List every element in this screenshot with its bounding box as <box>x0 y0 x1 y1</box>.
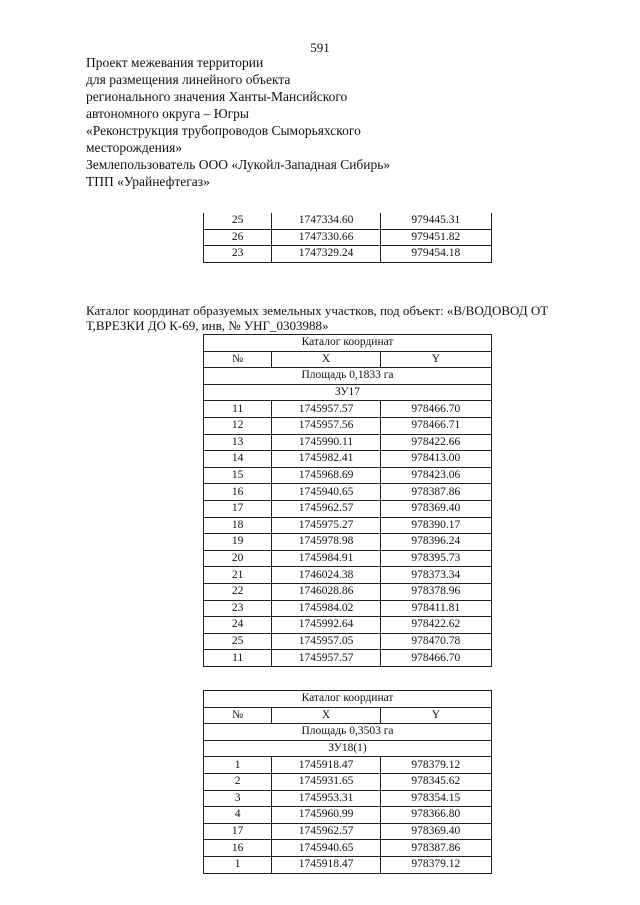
y-coordinate-cell: 978369.40 <box>380 500 491 517</box>
table-row <box>204 434 492 451</box>
x-coordinate-cell: 1745992.64 <box>272 617 380 634</box>
table-row <box>204 517 492 534</box>
table-row <box>204 467 492 484</box>
point-number-cell: 17 <box>204 823 272 840</box>
x-coordinate-cell: 1745957.56 <box>272 417 380 434</box>
point-number-cell: 12 <box>204 417 272 434</box>
y-coordinate-cell: 978395.73 <box>380 550 491 567</box>
table-row <box>204 650 492 667</box>
header-line: «Реконструкция трубопроводов Сыморьяхского <box>86 123 361 138</box>
table-row <box>204 600 492 617</box>
x-coordinate-cell: 1747329.24 <box>272 246 380 263</box>
x-coordinate-cell: 1745957.57 <box>272 650 380 667</box>
x-coordinate-cell: 1745960.99 <box>272 807 380 824</box>
table-title: Каталог координат <box>204 691 492 708</box>
y-coordinate-cell: 979454.18 <box>380 246 491 263</box>
y-coordinate-cell: 979445.31 <box>380 213 491 229</box>
y-coordinate-cell: 978345.62 <box>380 773 491 790</box>
plot-name-row: ЗУ18(1) <box>204 740 492 757</box>
page-number: 591 <box>310 40 330 55</box>
table-row <box>204 840 492 857</box>
point-number-cell: 19 <box>204 534 272 551</box>
header-line: ТПП «Урайнефтегаз» <box>86 174 210 189</box>
y-coordinate-cell: 978466.70 <box>380 401 491 418</box>
document-header <box>86 54 390 190</box>
header-line: автономного округа – Югры <box>86 106 249 121</box>
y-coordinate-cell: 978378.96 <box>380 583 491 600</box>
point-number-cell: 20 <box>204 550 272 567</box>
y-coordinate-cell: 979451.82 <box>380 229 491 246</box>
table-row <box>204 401 492 418</box>
y-coordinate-cell: 978423.06 <box>380 467 491 484</box>
x-coordinate-cell: 1745975.27 <box>272 517 380 534</box>
y-coordinate-cell: 978466.71 <box>380 417 491 434</box>
area-row: Площадь 0,3503 га <box>204 724 492 741</box>
point-number-cell: 25 <box>204 633 272 650</box>
x-coordinate-cell: 1747334.60 <box>272 213 380 229</box>
table-row <box>204 451 492 468</box>
table-row <box>204 417 492 434</box>
y-coordinate-cell: 978396.24 <box>380 534 491 551</box>
point-number-cell: 2 <box>204 773 272 790</box>
column-header-x: X <box>272 707 380 724</box>
y-coordinate-cell: 978422.62 <box>380 617 491 634</box>
catalog-caption: Каталог координат образуемых земельных участков, под объект: «В/ВОДОВОД ОТ Т,ВРЕЗКИ ДО К-69, инв, № УНГ_0303988» <box>86 303 549 333</box>
point-number-cell: 11 <box>204 650 272 667</box>
x-coordinate-cell: 1745968.69 <box>272 467 380 484</box>
table-row <box>204 500 492 517</box>
header-line: Землепользователь ООО «Лукойл-Западная Сибирь» <box>86 157 391 172</box>
point-number-cell: 24 <box>204 617 272 634</box>
point-number-cell: 4 <box>204 807 272 824</box>
table-row <box>204 773 492 790</box>
point-number-cell: 25 <box>204 213 272 229</box>
y-coordinate-cell: 978379.12 <box>380 757 491 774</box>
x-coordinate-cell: 1745940.65 <box>272 840 380 857</box>
x-coordinate-cell: 1745931.65 <box>272 773 380 790</box>
x-coordinate-cell: 1745962.57 <box>272 500 380 517</box>
header-line: Проект межевания территории <box>86 55 264 70</box>
x-coordinate-cell: 1745957.57 <box>272 401 380 418</box>
point-number-cell: 11 <box>204 401 272 418</box>
y-coordinate-cell: 978422.66 <box>380 434 491 451</box>
point-number-cell: 17 <box>204 500 272 517</box>
point-number-cell: 14 <box>204 451 272 468</box>
x-coordinate-cell: 1745953.31 <box>272 790 380 807</box>
point-number-cell: 1 <box>204 856 272 873</box>
point-number-cell: 26 <box>204 229 272 246</box>
x-coordinate-cell: 1746028.86 <box>272 583 380 600</box>
x-coordinate-cell: 1745918.47 <box>272 856 380 873</box>
x-coordinate-cell: 1745962.57 <box>272 823 380 840</box>
table-row <box>204 213 492 229</box>
area-row: Площадь 0,1833 га <box>204 368 492 385</box>
column-header-number: № <box>204 351 272 368</box>
table-row <box>204 757 492 774</box>
table-row <box>204 246 492 263</box>
column-header-y: Y <box>380 351 491 368</box>
header-line: регионального значения Ханты-Мансийского <box>86 89 348 104</box>
x-coordinate-cell: 1745984.91 <box>272 550 380 567</box>
column-header-number: № <box>204 707 272 724</box>
y-coordinate-cell: 978369.40 <box>380 823 491 840</box>
point-number-cell: 3 <box>204 790 272 807</box>
plot-name-row: ЗУ17 <box>204 384 492 401</box>
y-coordinate-cell: 978387.86 <box>380 484 491 501</box>
x-coordinate-cell: 1745984.02 <box>272 600 380 617</box>
x-coordinate-cell: 1745940.65 <box>272 484 380 501</box>
y-coordinate-cell: 978466.70 <box>380 650 491 667</box>
point-number-cell: 16 <box>204 840 272 857</box>
y-coordinate-cell: 978411.81 <box>380 600 491 617</box>
table-row <box>204 567 492 584</box>
y-coordinate-cell: 978379.12 <box>380 856 491 873</box>
y-coordinate-cell: 978387.86 <box>380 840 491 857</box>
x-coordinate-cell: 1745918.47 <box>272 757 380 774</box>
table-row <box>204 823 492 840</box>
y-coordinate-cell: 978366.80 <box>380 807 491 824</box>
table-row <box>204 807 492 824</box>
point-number-cell: 23 <box>204 246 272 263</box>
point-number-cell: 15 <box>204 467 272 484</box>
table-row <box>204 790 492 807</box>
point-number-cell: 18 <box>204 517 272 534</box>
table-row <box>204 229 492 246</box>
y-coordinate-cell: 978390.17 <box>380 517 491 534</box>
table-row <box>204 550 492 567</box>
table-row <box>204 583 492 600</box>
point-number-cell: 13 <box>204 434 272 451</box>
table-row <box>204 856 492 873</box>
point-number-cell: 23 <box>204 600 272 617</box>
table-row <box>204 617 492 634</box>
y-coordinate-cell: 978413.00 <box>380 451 491 468</box>
table-row <box>204 534 492 551</box>
x-coordinate-cell: 1745990.11 <box>272 434 380 451</box>
point-number-cell: 21 <box>204 567 272 584</box>
table-title: Каталог координат <box>204 335 492 352</box>
x-coordinate-cell: 1747330.66 <box>272 229 380 246</box>
x-coordinate-cell: 1745982.41 <box>272 451 380 468</box>
table-row <box>204 633 492 650</box>
x-coordinate-cell: 1746024.38 <box>272 567 380 584</box>
header-line: для размещения линейного объекта <box>86 72 291 87</box>
x-coordinate-cell: 1745978.98 <box>272 534 380 551</box>
coordinates-table-zu17 <box>203 334 492 667</box>
y-coordinate-cell: 978470.78 <box>380 633 491 650</box>
x-coordinate-cell: 1745957.05 <box>272 633 380 650</box>
column-header-y: Y <box>380 707 491 724</box>
point-number-cell: 16 <box>204 484 272 501</box>
coordinates-table-zu18 <box>203 690 492 874</box>
y-coordinate-cell: 978373.34 <box>380 567 491 584</box>
y-coordinate-cell: 978354.15 <box>380 790 491 807</box>
table-row <box>204 484 492 501</box>
column-header-x: X <box>272 351 380 368</box>
header-line: месторождения» <box>86 140 183 155</box>
point-number-cell: 22 <box>204 583 272 600</box>
continued-coordinates-table <box>203 213 492 263</box>
point-number-cell: 1 <box>204 757 272 774</box>
